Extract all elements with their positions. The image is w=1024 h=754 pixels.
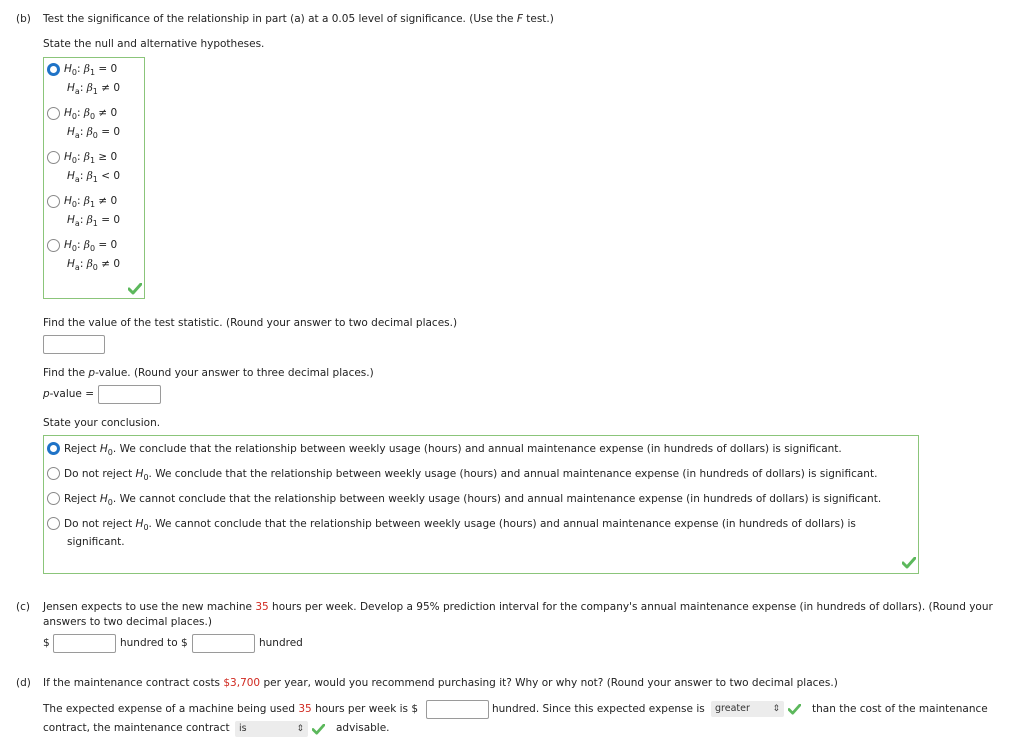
conclusion-prompt: State your conclusion. — [43, 417, 161, 429]
updown-arrow-icon: ⇕ — [296, 724, 304, 734]
dollar-sign: $ — [43, 637, 50, 649]
hundred-to-label: hundred to $ — [120, 637, 188, 649]
conclusion-option-4-label-cont: significant. — [67, 536, 125, 548]
hypothesis-option-3-radio[interactable] — [47, 151, 60, 164]
hypothesis-option-5-h0: $H_0$: $\beta_0 = 0$ — [64, 239, 118, 253]
conclusion-option-2-label: Do not reject $H_0$. We conclude that the relationship between weekly usage (hours) and annual maintenance expense (in hundreds of dollars) is significant. — [64, 468, 878, 482]
updown-arrow-icon: ⇕ — [772, 704, 780, 714]
correct-check-icon — [902, 557, 916, 569]
interval-upper-input[interactable] — [192, 634, 255, 653]
pvalue-input[interactable] — [98, 385, 161, 404]
part-d-statement-end: than the cost of the maintenance — [812, 703, 988, 715]
hypothesis-option-1-radio[interactable] — [47, 63, 60, 76]
conclusion-option-1-label: Reject $H_0$. We conclude that the relationship between weekly usage (hours) and annual maintenance expense (in hundreds of dollars) is significant. — [64, 443, 842, 457]
conclusion-option-3-label: Reject $H_0$. We cannot conclude that the relationship between weekly usage (hours) and annual maintenance expense (in hundreds of dollars) is significant. — [64, 493, 882, 507]
pvalue-prompt: Find the p-value. (Round your answer to three decimal places.) — [43, 367, 374, 379]
hypothesis-option-2-radio[interactable] — [47, 107, 60, 120]
interval-lower-input[interactable] — [53, 634, 116, 653]
advisable-select[interactable]: is ⇕ — [235, 721, 308, 737]
advisable-label: advisable. — [336, 722, 390, 734]
hypothesis-option-5-radio[interactable] — [47, 239, 60, 252]
expected-expense-input[interactable] — [426, 700, 489, 719]
hypothesis-option-2-ha: $H_a$: $\beta_0 = 0$ — [67, 126, 121, 140]
hypothesis-option-5-ha: $H_a$: $\beta_0 \ne 0$ — [67, 258, 121, 272]
hypothesis-option-1-ha: $H_a$: $\beta_1 \ne 0$ — [67, 82, 121, 96]
conclusion-option-4-label: Do not reject $H_0$. We cannot conclude that the relationship between weekly usage (hours) and annual maintenance expense (in hundreds of dollars) is — [64, 518, 856, 532]
conclusion-option-3-radio[interactable] — [47, 492, 60, 505]
hypothesis-option-4-radio[interactable] — [47, 195, 60, 208]
conclusion-option-1-radio[interactable] — [47, 442, 60, 455]
hypothesis-option-1-h0: $H_0$: $\beta_1 = 0$ — [64, 63, 118, 77]
hundred-label: hundred — [259, 637, 303, 649]
part-d-question: If the maintenance contract costs $3,700 per year, would you recommend purchasing it? Why or why not? (Round your answer to two decimal places.) — [43, 677, 838, 689]
conclusion-option-4-radio[interactable] — [47, 517, 60, 530]
part-c-label: (c) — [16, 601, 30, 613]
part-b-label: (b) — [16, 13, 31, 25]
hypotheses-prompt: State the null and alternative hypotheses. — [43, 38, 265, 50]
conclusion-option-2-radio[interactable] — [47, 467, 60, 480]
part-d-statement-mid: hundred. Since this expected expense is — [492, 703, 705, 715]
correct-check-icon — [788, 704, 801, 715]
part-d-label: (d) — [16, 677, 31, 689]
hypothesis-option-3-h0: $H_0$: $\beta_1 \ge 0$ — [64, 151, 118, 165]
part-d-statement-start: The expected expense of a machine being used 35 hours per week is $ — [43, 703, 419, 715]
part-c-question-line2: answers to two decimal places.) — [43, 616, 212, 628]
hypothesis-option-4-ha: $H_a$: $\beta_1 = 0$ — [67, 214, 121, 228]
correct-check-icon — [312, 724, 325, 735]
test-statistic-input[interactable] — [43, 335, 105, 354]
part-d-statement-line3: contract, the maintenance contract — [43, 722, 230, 734]
correct-check-icon — [128, 283, 142, 295]
hypothesis-option-3-ha: $H_a$: $\beta_1 < 0$ — [67, 170, 121, 184]
hypothesis-option-2-h0: $H_0$: $\beta_0 \ne 0$ — [64, 107, 118, 121]
comparison-select[interactable]: greater ⇕ — [711, 701, 784, 717]
pvalue-label: p-value = — [43, 388, 94, 400]
part-b-question: Test the significance of the relationship in part (a) at a 0.05 level of significance. (Use the F test.) — [43, 13, 554, 25]
part-c-question-line1: Jensen expects to use the new machine 35 hours per week. Develop a 95% prediction interval for the company's annual maintenance expense (in hundreds of dollars). (Round your — [43, 601, 993, 613]
test-statistic-prompt: Find the value of the test statistic. (Round your answer to two decimal places.) — [43, 317, 458, 329]
hypothesis-option-4-h0: $H_0$: $\beta_1 \ne 0$ — [64, 195, 118, 209]
